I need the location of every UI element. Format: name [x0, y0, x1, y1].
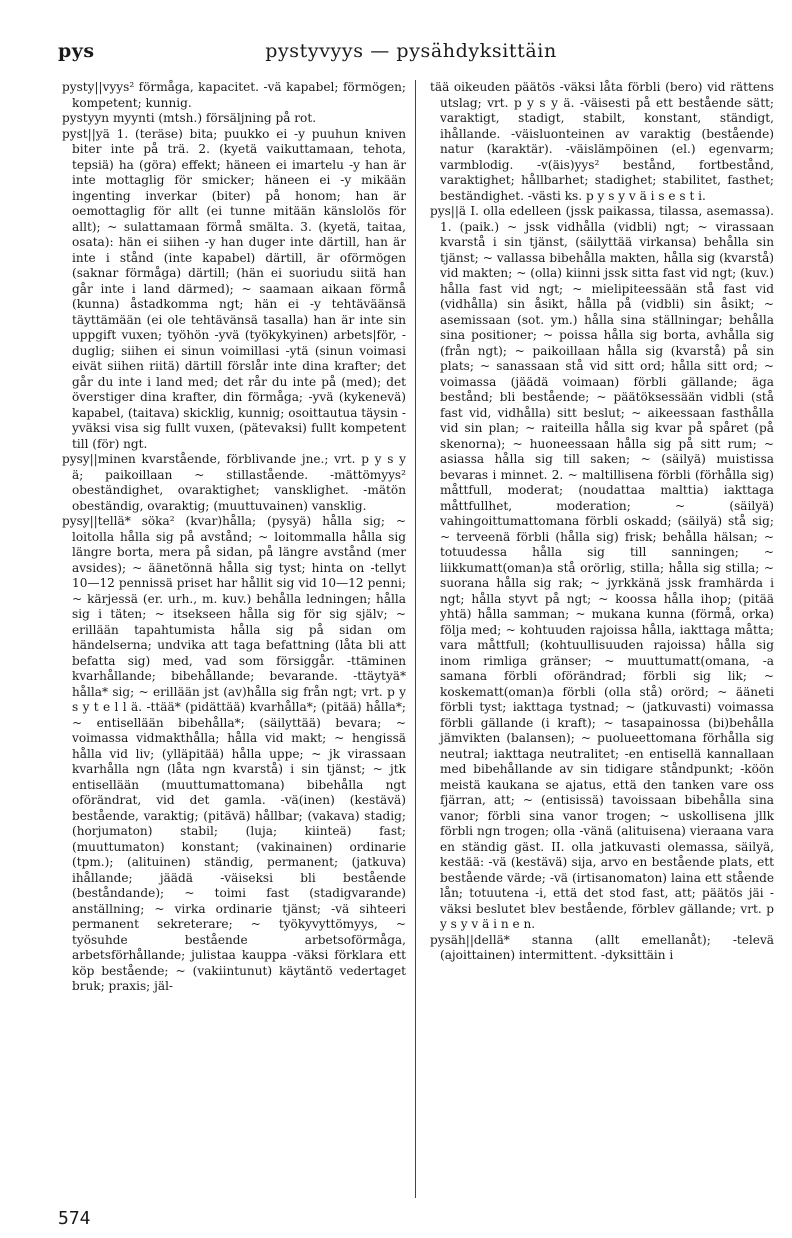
right-column	[430, 80, 774, 964]
running-title: pystyvyys — pysähdyksittäin	[265, 40, 557, 62]
guide-word: pys	[58, 40, 95, 62]
dictionary-entry: pysy||minen kvarstående, förblivande jne.; vrt. p y s y ä; paikoillaan ~ stillastående. -mättömyys² obeständighet, ovaraktighet; vansklighet. -mätön obeständig, ovaraktig; (muuttuvainen) vansklig.	[62, 452, 406, 513]
dictionary-entry: pystyyn myynti (mtsh.) försäljning på rot.	[62, 111, 317, 125]
left-column	[62, 80, 406, 995]
dictionary-entry: tää oikeuden päätös -väksi låta förbli (bero) vid rättens utslag; vrt. p y s y ä. -väisesti på ett bestående sätt; varaktigt, stadigt, stabilt, konstant, ständigt, ihållande. -väisluonteinen av varaktig (bestående) natur (karaktär). -väislämpöinen (el.) egenvarm; varmblodig. -v(äis)yys² bestånd, fortbestånd, varaktighet; hållbarhet; stadighet; stabilitet, fasthet; beständighet. -västi ks. p y s y v ä i s e s t i.	[430, 80, 774, 203]
dictionary-entry: pysy||tellä* söka² (kvar)hålla; (pysyä) hålla sig; ~ loitolla hålla sig på avstånd; ~ loitommalla hålla sig längre borta, mera på sidan, på längre avstånd (mer avsides); ~ äänetönnä hålla sig tyst; hinta on -tellyt 10—12 pennissä priset har hållit sig vid 10—12 penni; ~ kärjessä (er. urh., m. kuv.) behålla ledningen; hålla sig i täten; ~ itsekseen hålla sig för sig själv; ~ erillään tapahtumista hålla sig på sidan om händelserna; undvika att taga befattning (låta bli att befatta sig) med, vad som försiggår. -ttäminen kvarhållande; bibehållande; bevarande. -ttäytyä* hålla* sig; ~ erillään jst (av)hålla sig från ngt; vrt. p y s y t e l l ä. -ttää* (pidättää) kvarhålla*; (pitää) hålla*; ~ entisellään bibehålla*; (säilyttää) bevara; ~ voimassa vidmakthålla; hålla vid makt; ~ hengissä hålla vid liv; (ylläpitää) hålla uppe; ~ jk virassaan kvarhålla ngn (låta ngn kvarstå) i sin tjänst; ~ jtk entisellään (muuttumattomana) bibehålla ngt oförändrat, vid det gamla. -vä(inen) (kestävä) bestående, varaktig; (pitävä) hållbar; (vakava) stadig; (horjumaton) stabil; (luja; kiinteä) fast; (muuttumaton) konstant; (vakinainen) ordinarie (tpm.); (alituinen) ständig, permanent; (jatkuva) ihållande; jäädä -väiseksi bli bestående (beståndande); ~ toimi fast (stadigvarande) anställning; ~ virka ordinarie tjänst; -vä sihteeri permanent sekreterare; ~ työkyvyttömyys, ~ työsuhde bestående arbetsoförmåga, arbetsförhållande; julistaa kauppa -väksi förklara ett köp bestående; ~ (vakiintunut) käytäntö vedertaget bruk; praxis; jäl-	[62, 514, 406, 993]
dictionary-entry: pysty||vyys² förmåga, kapacitet. -vä kapabel; förmögen; kompetent; kunnig.	[62, 80, 406, 110]
column-divider	[415, 80, 416, 1198]
dictionary-entry: pys||ä I. olla edelleen (jssk paikassa, tilassa, asemassa). 1. (paik.) ~ jssk vidhålla (vidbli) ngt; ~ virassaan kvarstå i sin tjänst, (säilyttää virkansa) behålla sin tjänst; ~ vallassa bibehålla makten, hålla sig (kvarstå) vid makten; ~ (olla) kiinni jssk sitta fast vid ngt; (kuv.) hålla fast vid ngt; ~ mielipiteessään stå fast vid (vidhålla) sin åsikt, hålla på (vidbli) sin åsikt; ~ asemissaan (sot. ym.) hålla sina ställningar; behålla sina positioner; ~ poissa hålla sig borta, avhålla sig (från ngt); ~ paikoillaan hålla sig (kvarstå) på sin plats; ~ sanassaan stå vid sitt ord; hålla sitt ord; ~ voimassa (jäädä voimaan) förbli gällande; äga bestånd; bli bestående; ~ päätöksessään vidbli (stå fast vid, vidhålla) sitt beslut; ~ aikeessaan fasthålla vid sin plan; ~ raiteilla hålla sig kvar på spåret (på skenorna); ~ huoneessaan hålla sig på sitt rum; ~ asiassa hålla sig till saken; ~ (säilyä) muistissa bevaras i minnet. 2. ~ maltillisena förbli (förhålla sig) måttfull, moderat; (noudattaa malttia) iakttaga måttfullhet, moderation; ~ (säilyä) vahingoittumattomana förbli oskadd; (säilyä) stå sig; ~ terveenä förbli (hålla sig) frisk; behålla hälsan; ~ totuudessa hålla sig till sanningen; ~ liikkumatt(oman)a stå orörlig, stilla; hålla sig stilla; ~ suorana hålla sig rak; ~ jyrkkänä jssk framhärda i ngt; hålla styvt på ngt; ~ koossa hålla ihop; (pitää yhtä) hålla samman; ~ mukana kunna (förmå, orka) följa med; ~ kohtuuden rajoissa hålla, iakttaga måtta; vara måttfull; (kohtuullisuuden rajoissa) hålla sig inom rimliga gränser; ~ muuttumatt(omana, -a samana förbli oförändrad; förbli sig lik; ~ koskematt(oman)a förbli (olla stå) orörd; ~ ääneti förbli tyst; iakttaga tystnad; ~ (jatkuvasti) voimassa förbli gällande (i kraft); ~ tasapainossa (bi)behålla jämvikten (balansen); ~ puolueettomana förhålla sig neutral; iakttaga neutralitet; -en entisellä kannallaan med bibehållande av sin tidigare ståndpunkt; -köön meistä kaukana se ajatus, että den tanken vare oss fjärran, att; ~ (entisissä) tavoissaan bibehålla sina vanor; förbli sina vanor trogen; ~ uskollisena jllk förbli ngn trogen; olla -vänä (alituisena) vieraana vara en ständig gäst. II. olla jatkuvasti olemassa, säilyä, kestää: -vä (kestävä) sija, arvo en bestående plats, ett bestående värde; -vä (irtisanomaton) laina ett stående lån; totuutena -i, että det stod fast, att; päätös jäi -väksi beslutet blev bestående, förblev gällande; vrt. p y s y v ä i n e n.	[430, 204, 774, 931]
dictionary-entry: pyst||yä 1. (teräse) bita; puukko ei -y puuhun kniven biter inte på trä. 2. (kyetä vaikuttamaan, tehota, tepsiä) ha (göra) effekt; häneen ei imartelu -y han är inte mottaglig för smicker; häneen ei -y mikään ingenting inverkar (biter) på honom; han är oemottaglig för allt (ei tunne mitään känslolös för allt); ~ sulattamaan förmå smälta. 3. (kyetä, taitaa, osata): hän ei siihen -y han duger inte därtill, han är inte i stånd (inte kapabel) därtill, är oförmögen (saknar förmåga) därtill; (hän ei suoriudu siitä han går inte i land därmed); ~ saamaan aikaan förmå (kunna) åstadkomma ngt; hän ei -y tehtäväänsä täyttämään (ei ole tehtävänsä tasalla) han är inte sin uppgift vuxen; työhön -yvä (työkykyinen) arbets|för, -duglig; siihen ei sinun voimillasi -ytä (sinun voimasi eivät siihen riitä) därtill förslår inte dina krafter; det går du inte i land med; det rår du inte på (med); det överstiger dina krafter, din förmåga; -yvä (kykenevä) kapabel, (taitava) skicklig, kunnig; osoittautua täysin -yväksi visa sig fullt vuxen, (pätevaksi) fullt kompetent till (för) ngt.	[62, 126, 406, 451]
page-number: 574	[58, 1208, 91, 1229]
dictionary-entry: pysäh||dellä* stanna (allt emellanåt); -televä (ajoittainen) intermittent. -dyksittäin i	[430, 932, 774, 962]
page-header	[58, 40, 764, 70]
